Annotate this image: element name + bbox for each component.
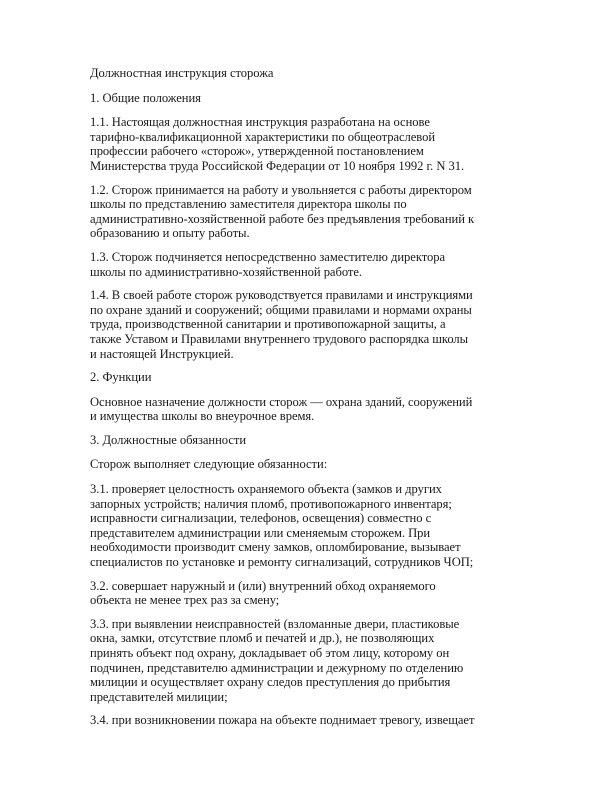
- paragraph-3-4: 3.4. при возникновении пожара на объекте поднимает тревогу, извещает: [90, 713, 475, 728]
- paragraph-3-3: 3.3. при выявлении неисправностей (взломанные двери, пластиковые окна, замки, отсутствие пломб и печатей и др.), не позволяющих принять объект под охрану, докладывает об этом лицу, которому он подчинен, представителю администрации и дежурному по отделению милиции и осуществляет охрану следов преступления до прибытия представителей милиции;: [90, 616, 464, 704]
- paragraph-1-2: 1.2. Сторож принимается на работу и увольняется с работы директором школы по представлению заместителя директора школы по административно-хозяйственной работе без предъявления требований к образованию и опыту работы.: [90, 182, 475, 241]
- paragraph-functions: Основное назначение должности сторож — охрана зданий, сооружений и имущества школы во внеурочное время.: [90, 394, 473, 424]
- paragraph-1-4: 1.4. В своей работе сторож руководствуется правилами и инструкциями по охране зданий и сооружений; общими правилами и нормами охраны труда, производственной санитарии и противопожарной защиты, а также Уставом и Правилами внутреннего трудового распорядка школы и настоящей Инструкцией.: [90, 288, 473, 361]
- section-heading-general: 1. Общие положения: [90, 90, 201, 105]
- section-heading-functions: 2. Функции: [90, 370, 152, 385]
- paragraph-3-1: 3.1. проверяет целостность охраняемого объекта (замков и других запорных устройств; наличия пломб, противопожарного инвентаря; исправности сигнализации, телефонов, освещения) совместно с представителем администрации или сменяемым сторожем. При необходимости производит смену замков, опломбирование, вызывает специалистов по установке и ремонту сигнализаций, сотрудников ЧОП;: [90, 482, 474, 570]
- paragraph-1-3: 1.3. Сторож подчиняется непосредственно заместителю директора школы по административно-хозяйственной работе.: [90, 249, 446, 279]
- paragraph-3-2: 3.2. совершает наружный и (или) внутренний обход охраняемого объекта не менее трех раз за смену;: [90, 578, 436, 608]
- document-title: Должностная инструкция сторожа: [90, 66, 274, 80]
- paragraph-duties-intro: Сторож выполняет следующие обязанности:: [90, 457, 328, 472]
- section-heading-duties: 3. Должностные обязанности: [90, 432, 247, 447]
- paragraph-1-1: 1.1. Настоящая должностная инструкция разработана на основе тарифно-квалификационной характеристики по общеотраслевой профессии рабочего «сторож», утвержденной постановлением Министерства труда Российской Федерации от 10 ноября 1992 г. N 31.: [90, 115, 465, 173]
